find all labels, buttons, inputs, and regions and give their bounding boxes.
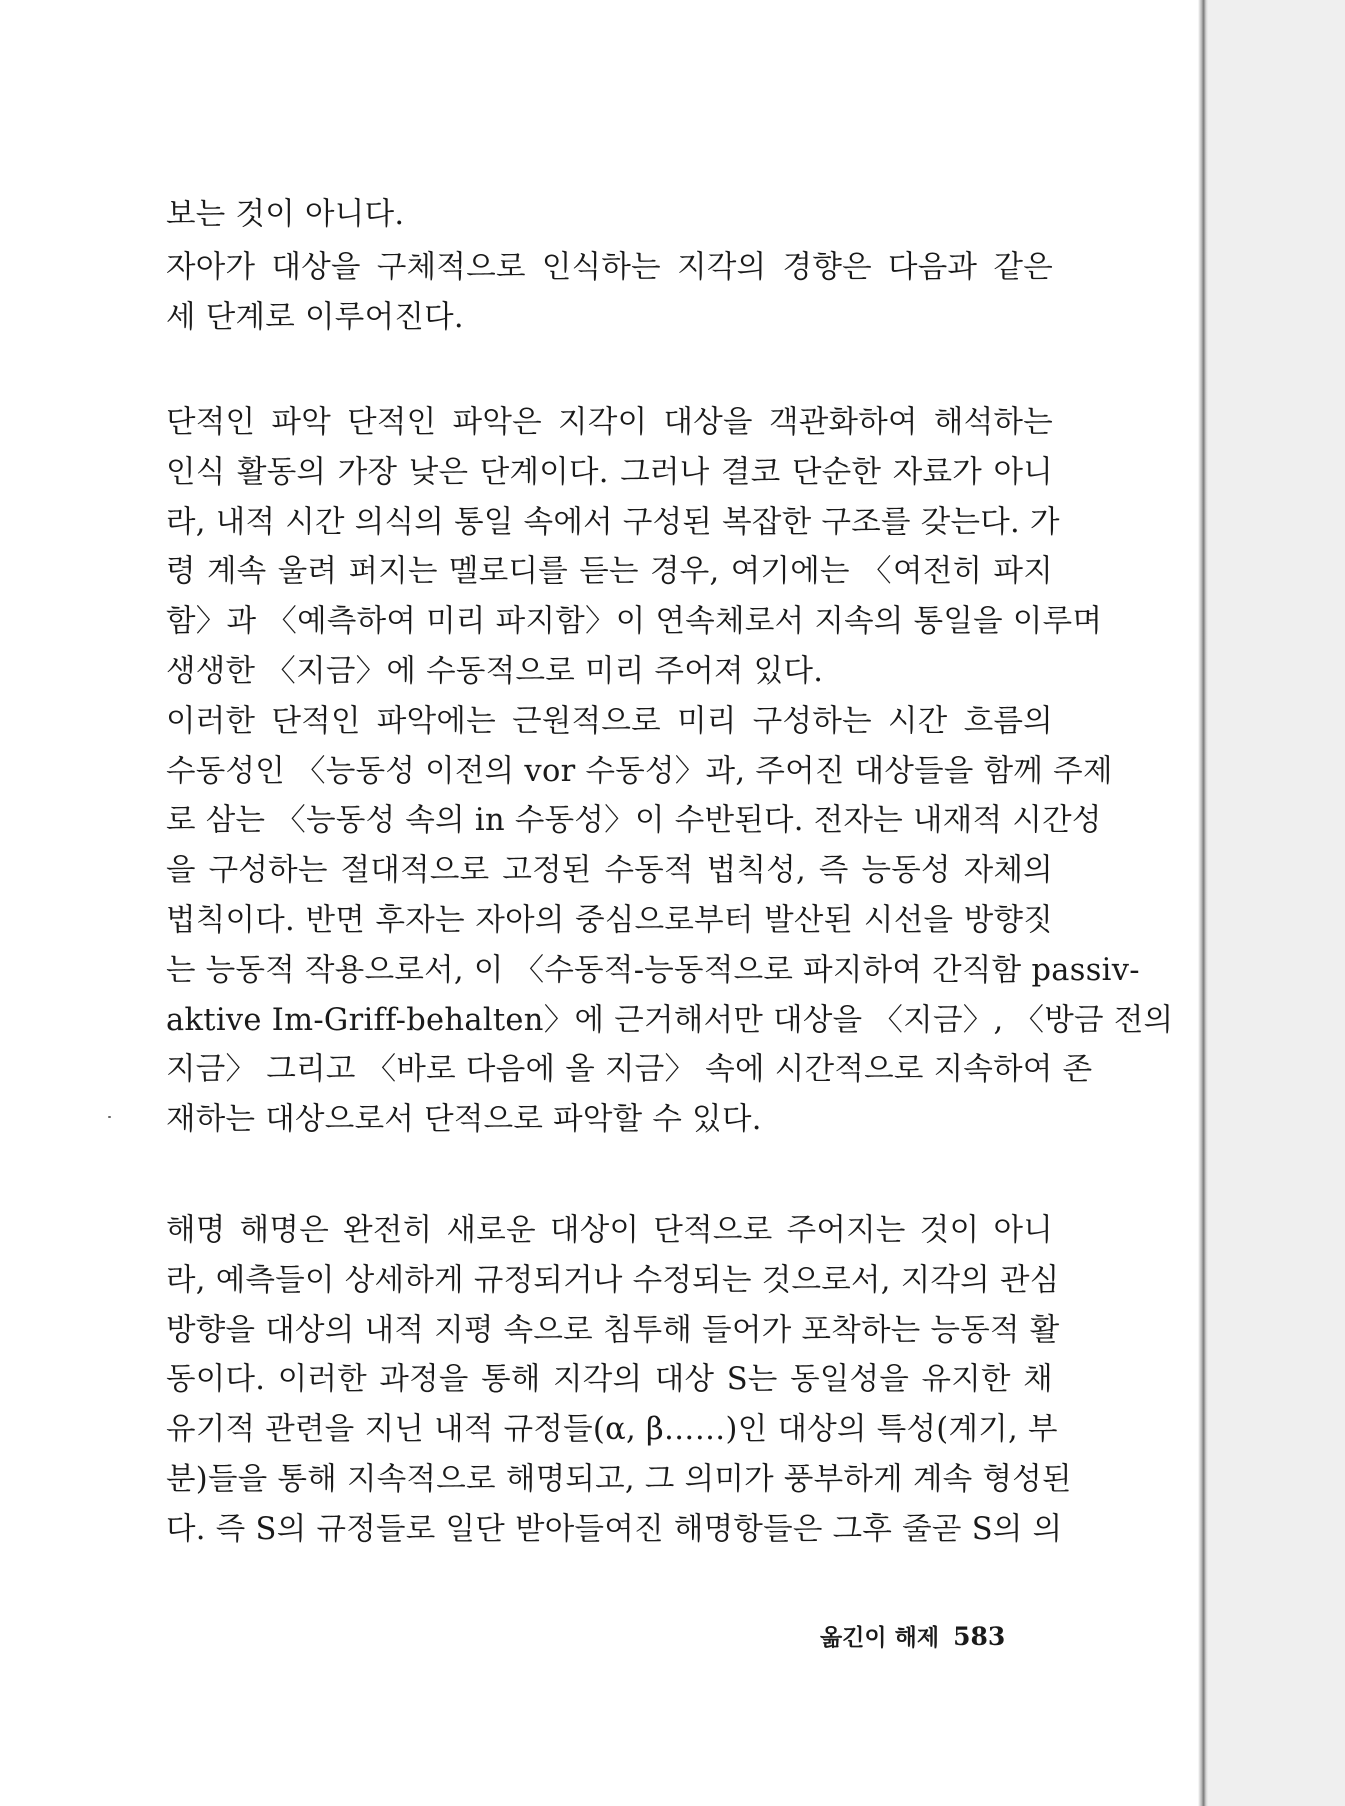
text-line: 령 계속 울려 퍼지는 멜로디를 듣는 경우, 여기에는 〈여전히 파지 [166,554,1053,590]
text-line: 생생한 〈지금〉에 수동적으로 미리 주어져 있다. [166,653,824,689]
text-line: 수동성인 〈능동성 이전의 vor 수동성〉과, 주어진 대상들을 함께 주제 [166,753,1113,789]
text-line: 동이다. 이러한 과정을 통해 지각의 대상 S는 동일성을 유지한 채 [166,1362,1053,1398]
text-line: 는 능동적 작용으로서, 이 〈수동적-능동적으로 파지하여 간직함 passiv- [166,952,1140,988]
text-line: 세 단계로 이루어진다. [166,299,464,335]
text-line: 단적인 파악 단적인 파악은 지각이 대상을 객관화하여 해석하는 [166,405,1053,440]
text-line: 법칙이다. 반면 후자는 자아의 중심으로부터 발산된 시선을 방향짓 [166,902,1053,938]
page-footer [820,1619,1005,1652]
text-line: 자아가 대상을 구체적으로 인식하는 지각의 경향은 다음과 같은 [166,250,1053,285]
page-edge-shadow [1198,0,1208,1806]
page-number: 583 [953,1622,1006,1651]
text-line: 유기적 관련을 지닌 내적 규정들(α, β……)인 대상의 특성(계기, 부 [166,1412,1058,1448]
paragraph-intro-end [166,190,1053,240]
paragraph-three-stages [166,243,1053,343]
text-line: 로 삼는 〈능동성 속의 in 수동성〉이 수반된다. 전자는 내재적 시간성 [166,803,1102,839]
text-line: 분)들을 통해 지속적으로 해명되고, 그 의미가 풍부하게 계속 형성된 [166,1461,1072,1497]
text-line: 인식 활동의 가장 낮은 단계이다. 그러나 결코 단순한 자료가 아니 [166,454,1053,490]
text-line: 해명 해명은 완전히 새로운 대상이 단적으로 주어지는 것이 아니 [166,1213,1053,1248]
scan-speck [108,1116,111,1118]
running-head: 옮긴이 해제 [820,1624,940,1651]
text-line: 이러한 단적인 파악에는 근원적으로 미리 구성하는 시간 흐름의 [166,703,1053,739]
text-line: 라, 예측들이 상세하게 규정되거나 수정되는 것으로서, 지각의 관심 [166,1262,1060,1298]
text-line: 라, 내적 시간 의식의 통일 속에서 구성된 복잡한 구조를 갖는다. 가 [166,504,1060,540]
text-line: 을 구성하는 절대적으로 고정된 수동적 법칙성, 즉 능동성 자체의 [166,853,1053,889]
text-line: 보는 것이 아니다. [166,197,405,232]
text-line: 재하는 대상으로서 단적으로 파악할 수 있다. [166,1102,762,1138]
text-line: aktive Im-Griff-behalten〉에 근거해서만 대상을 〈지금〉, 〈방금 전의 [166,1002,1174,1038]
text-line: 함〉과 〈예측하여 미리 파지함〉이 연속체로서 지속의 통일을 이루며 [166,604,1103,640]
text-line: 방향을 대상의 내적 지평 속으로 침투해 들어가 포착하는 능동적 활 [166,1312,1060,1348]
section-explication [166,1206,1072,1555]
section-simple-apprehension [166,398,1174,1145]
text-line: 다. 즉 S의 규정들로 일단 받아들여진 해명항들은 그후 줄곧 S의 의 [166,1511,1063,1547]
text-line: 지금〉 그리고 〈바로 다음에 올 지금〉 속에 시간적으로 지속하여 존 [166,1052,1093,1088]
